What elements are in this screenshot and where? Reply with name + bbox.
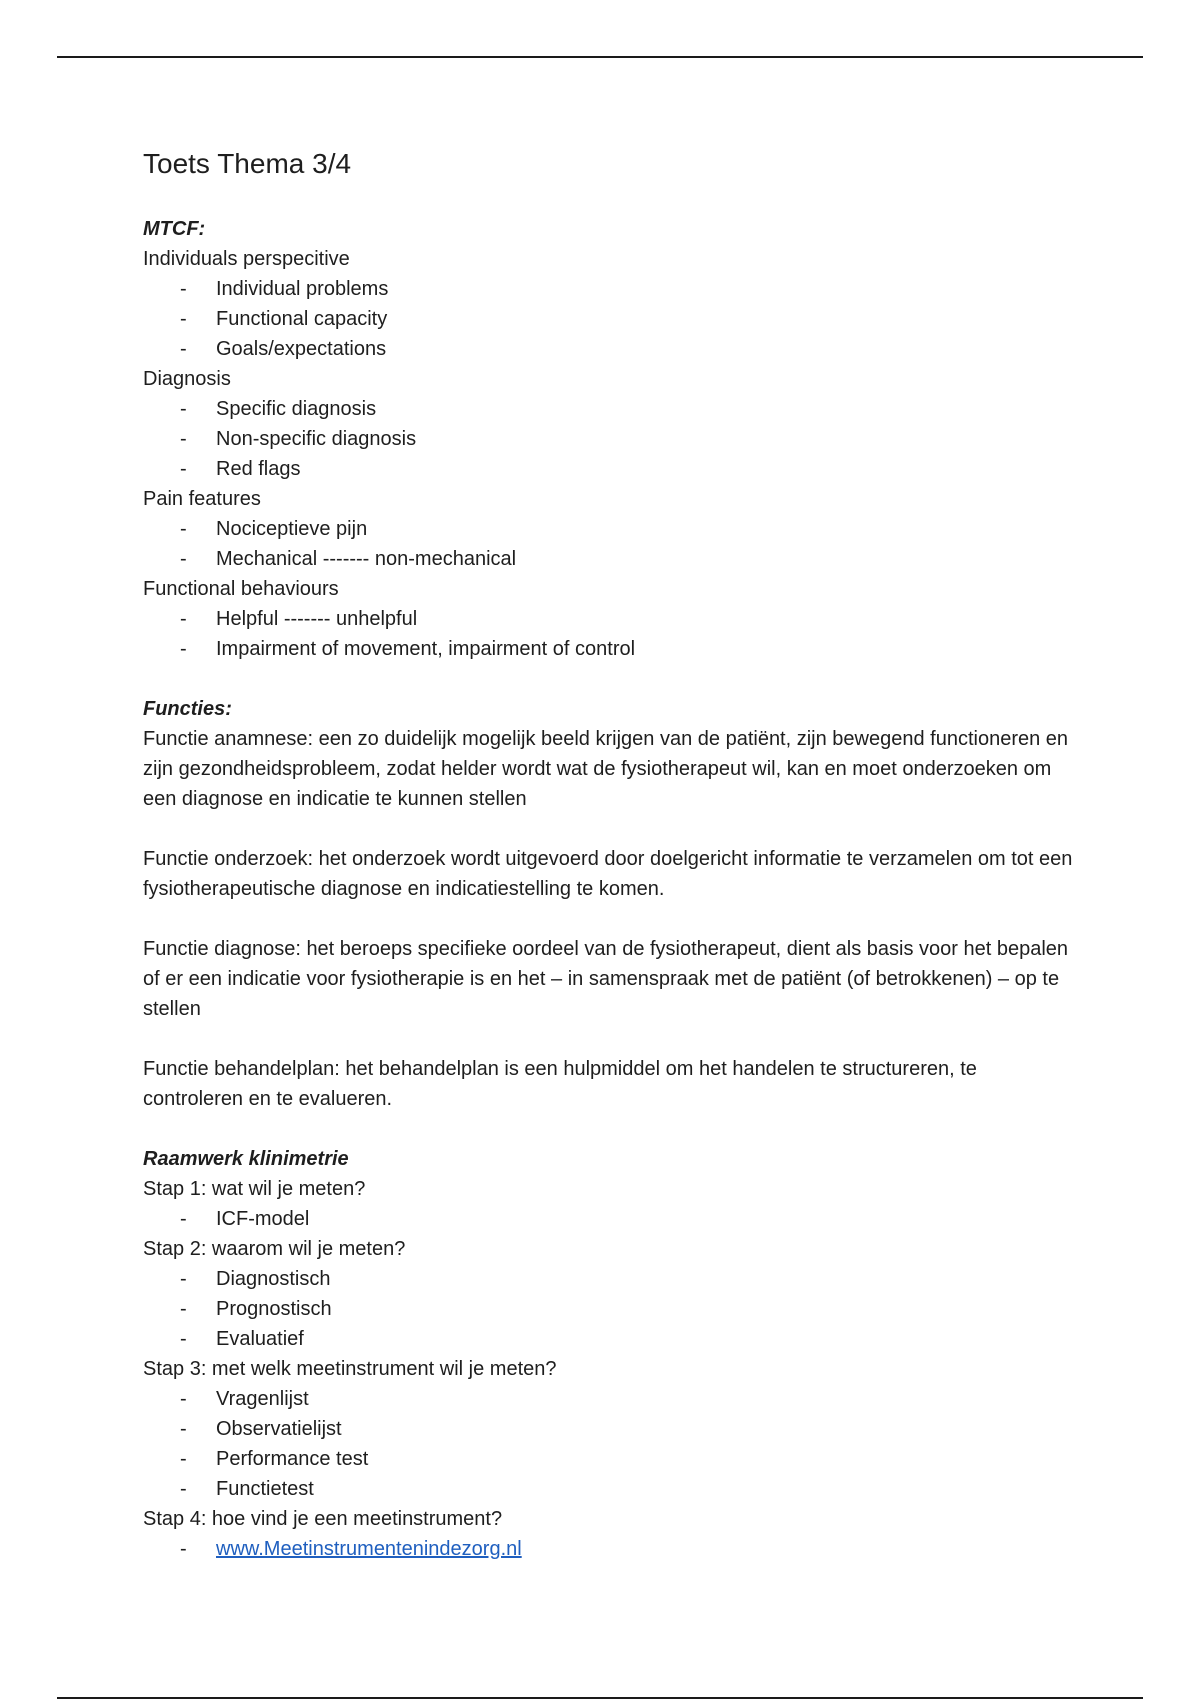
step-label: Stap 3: met welk meetinstrument wil je meten?	[143, 1358, 557, 1380]
paragraph-diagnose: Functie diagnose: het beroeps specifieke oordeel van de fysiotherapeut, dient als basis voor het bepalen of er een indicatie voor fysiotherapie is en het – in samenspraak met de patiënt (of betrokkenen) – op te stellen	[143, 938, 1069, 1020]
list-item: - Specific diagnosis	[180, 398, 377, 420]
step-label: Stap 2: waarom wil je meten?	[143, 1238, 406, 1260]
functies-section	[143, 694, 1073, 1114]
bullet-list	[143, 274, 1073, 364]
step-label: Stap 4: hoe vind je een meetinstrument?	[143, 1508, 503, 1530]
mtcf-heading: MTCF:	[143, 218, 206, 240]
list-item: - Individual problems	[180, 278, 389, 300]
top-rule	[57, 56, 1143, 58]
list-item: - Non-specific diagnosis	[180, 428, 417, 450]
list-item: - Impairment of movement, impairment of control	[180, 638, 636, 660]
list-item: - Functietest	[180, 1478, 314, 1500]
list-item: - Prognostisch	[180, 1298, 332, 1320]
bullet-list	[143, 1534, 1073, 1564]
document-body	[143, 142, 1073, 1594]
bottom-rule	[57, 1697, 1143, 1699]
paragraph-onderzoek: Functie onderzoek: het onderzoek wordt uitgevoerd door doelgericht informatie te verzamelen om tot een fysiotherapeutische diagnose en indicatiestelling te komen.	[143, 848, 1073, 900]
list-item: - Evaluatief	[180, 1328, 304, 1350]
group-label: Functional behaviours	[143, 578, 339, 600]
group-label: Diagnosis	[143, 368, 231, 390]
list-item: - Vragenlijst	[180, 1388, 309, 1410]
raamwerk-heading: Raamwerk klinimetrie	[143, 1148, 349, 1170]
list-item: - Functional capacity	[180, 308, 388, 330]
list-item: - www.Meetinstrumentenindezorg.nl	[180, 1538, 522, 1560]
list-item: - Nociceptieve pijn	[180, 518, 368, 540]
list-item: - Performance test	[180, 1448, 369, 1470]
document-title: Toets Thema 3/4	[143, 148, 352, 179]
bullet-list	[143, 1384, 1073, 1504]
bullet-list	[143, 394, 1073, 484]
bullet-list	[143, 604, 1073, 664]
bullet-list	[143, 514, 1073, 574]
list-item: - Diagnostisch	[180, 1268, 331, 1290]
step-label: Stap 1: wat wil je meten?	[143, 1178, 366, 1200]
list-item: - Helpful ------- unhelpful	[180, 608, 418, 630]
paragraph-behandelplan: Functie behandelplan: het behandelplan is een hulpmiddel om het handelen te structureren, te controleren en te evalueren.	[143, 1058, 977, 1110]
functies-heading: Functies:	[143, 698, 232, 720]
list-item: - Red flags	[180, 458, 301, 480]
raamwerk-section	[143, 1144, 1073, 1564]
paragraph-anamnese: Functie anamnese: een zo duidelijk mogelijk beeld krijgen van de patiënt, zijn bewegend functioneren en zijn gezondheidsprobleem, zodat helder wordt wat de fysiotherapeut wil, kan en moet onderzoeken om een diagnose en indicatie te kunnen stellen	[143, 728, 1069, 810]
bullet-list	[143, 1204, 1073, 1234]
bullet-list	[143, 1264, 1073, 1354]
mtcf-section	[143, 214, 1073, 664]
list-item: - Observatielijst	[180, 1418, 342, 1440]
group-label: Pain features	[143, 488, 261, 510]
meetinstrumenten-link[interactable]: www.Meetinstrumentenindezorg.nl	[216, 1538, 522, 1560]
group-label: Individuals perspecitive	[143, 248, 350, 270]
list-item: - Goals/expectations	[180, 338, 387, 360]
list-item: - Mechanical ------- non-mechanical	[180, 548, 517, 570]
list-item: - ICF-model	[180, 1208, 310, 1230]
